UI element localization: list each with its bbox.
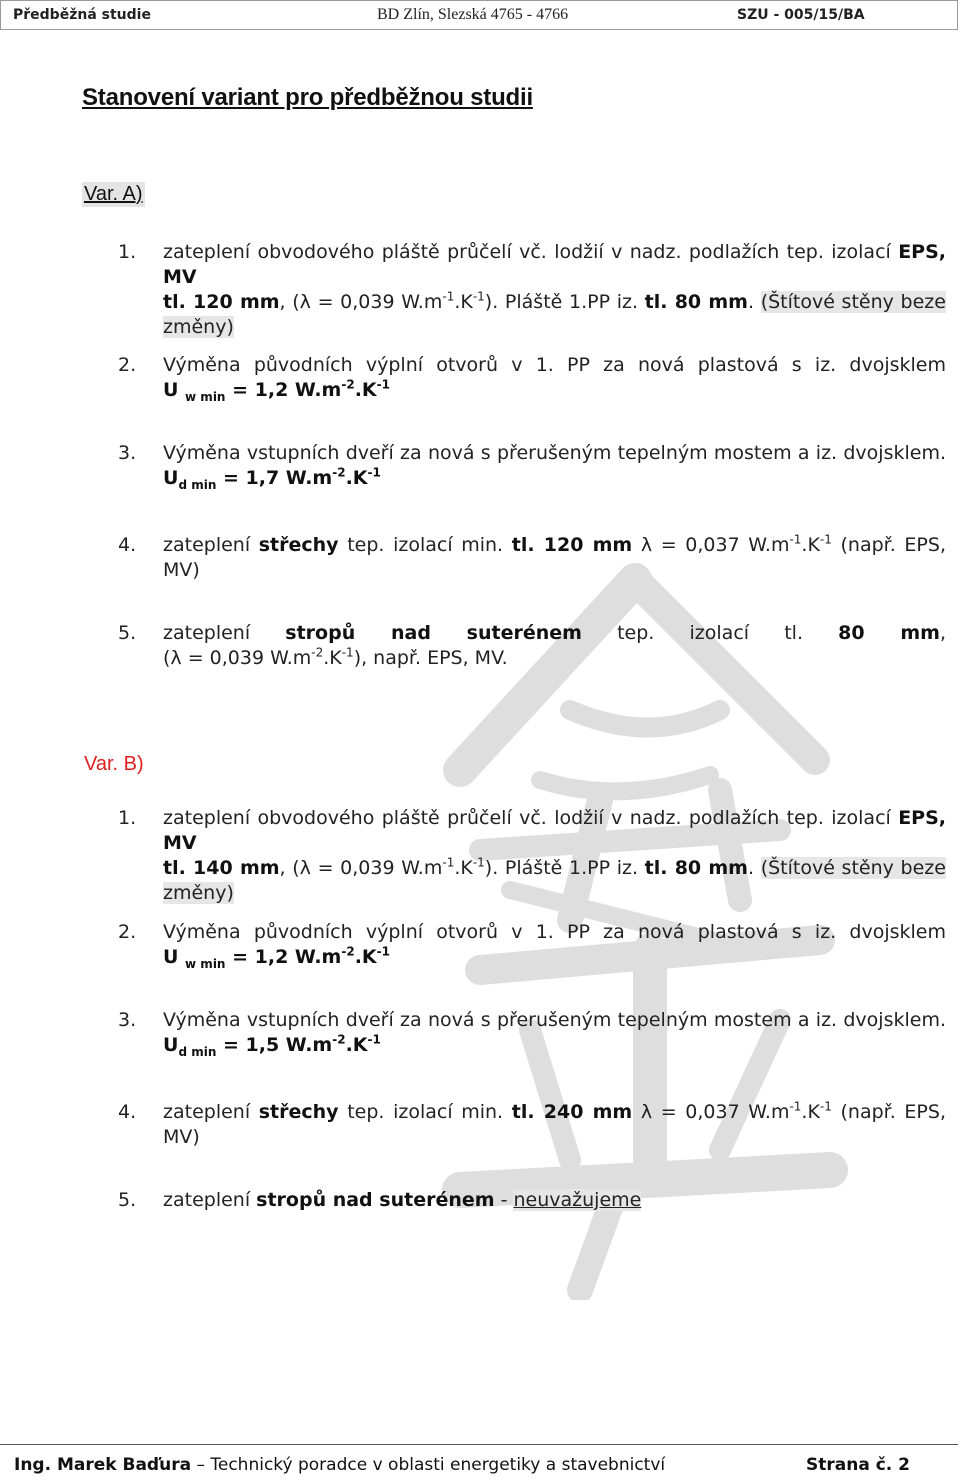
list-item: 4. zateplení střechy tep. izolací min. tl. 240 mm λ = 0,037 $W.m^{-1}.K^{-1}$ (např. EPS, MV) <box>118 1099 946 1148</box>
variant-a-label: Var. A) <box>84 183 143 205</box>
item-number: 3. <box>118 1009 137 1031</box>
variant-b-label: Var. B) <box>84 753 144 775</box>
list-item: 1. zateplení obvodového pláště průčelí vč. lodžií v nadz. podlažích tep. izolací EPS, MV tl. 120 mm, (λ = 0,039 $W.m^{-1}.K^{-1}$). Pláště 1.PP iz. tl. 80 mm. (Štítové stěny beze změny) <box>118 241 946 338</box>
list-item: 3. Výměna vstupních dveří za nová s přerušeným tepelným mostem a iz. dvojsklem. $U_{d min} = 1,5$ $W.m^{-2}.K^{-1}$ <box>118 1009 946 1059</box>
header-right: SZU - 005/15/BA <box>737 7 865 23</box>
item-number: 5. <box>118 622 137 644</box>
list-item: 4. zateplení střechy tep. izolací min. tl. 120 mm λ = 0,037 $W.m^{-1}.K^{-1}$ (např. EPS, MV) <box>118 532 946 581</box>
footer-author-role: – Technický poradce v oblasti energetiky a stavebnictví <box>191 1455 666 1475</box>
item-number: 3. <box>118 442 137 464</box>
footer-author <box>14 1455 665 1475</box>
list-item: 5. zateplení stropů nad suterénem tep. izolací tl. 80 mm, (λ = 0,039 $W.m^{-2}.K^{-1}$), např. EPS, MV. <box>118 622 946 669</box>
page-title: Stanovení variant pro předběžnou studii <box>82 84 533 111</box>
item-number: 4. <box>118 534 137 556</box>
list-item: 2. Výměna původních výplní otvorů v 1. PP za nová plastová s iz. dvojsklem U $_{w min}$ = 1,2 $W.m^{-2}.K^{-1}$ <box>118 921 946 971</box>
footer-divider <box>0 1444 958 1445</box>
list-item: 3. Výměna vstupních dveří za nová s přerušeným tepelným mostem a iz. dvojsklem. $U_{d min} = 1,7$ $W.m^{-2}.K^{-1}$ <box>118 442 946 492</box>
header-left: Předběžná studie <box>13 7 151 23</box>
list-item: 2. Výměna původních výplní otvorů v 1. PP za nová plastová s iz. dvojsklem U $_{w min}$ = 1,2 $W.m^{-2}.K^{-1}$ <box>118 354 946 404</box>
footer-page-number: Strana č. 2 <box>806 1455 911 1475</box>
list-item: 5. zateplení stropů nad suterénem - neuvažujeme <box>118 1189 642 1211</box>
item-number: 5. <box>118 1189 137 1211</box>
item-number: 4. <box>118 1101 137 1123</box>
item-number: 2. <box>118 354 137 376</box>
footer-author-name: Ing. Marek Baďura <box>14 1455 192 1475</box>
item-number: 1. <box>118 241 137 263</box>
header-center: BD Zlín, Slezská 4765 - 4766 <box>377 6 569 23</box>
item-number: 1. <box>118 807 137 829</box>
item-number: 2. <box>118 921 137 943</box>
page-header <box>0 0 958 30</box>
list-item: 1. zateplení obvodového pláště průčelí vč. lodžií v nadz. podlažích tep. izolací EPS, MV tl. 140 mm, (λ = 0,039 $W.m^{-1}.K^{-1}$). Pláště 1.PP iz. tl. 80 mm. (Štítové stěny beze změny) <box>118 807 946 904</box>
